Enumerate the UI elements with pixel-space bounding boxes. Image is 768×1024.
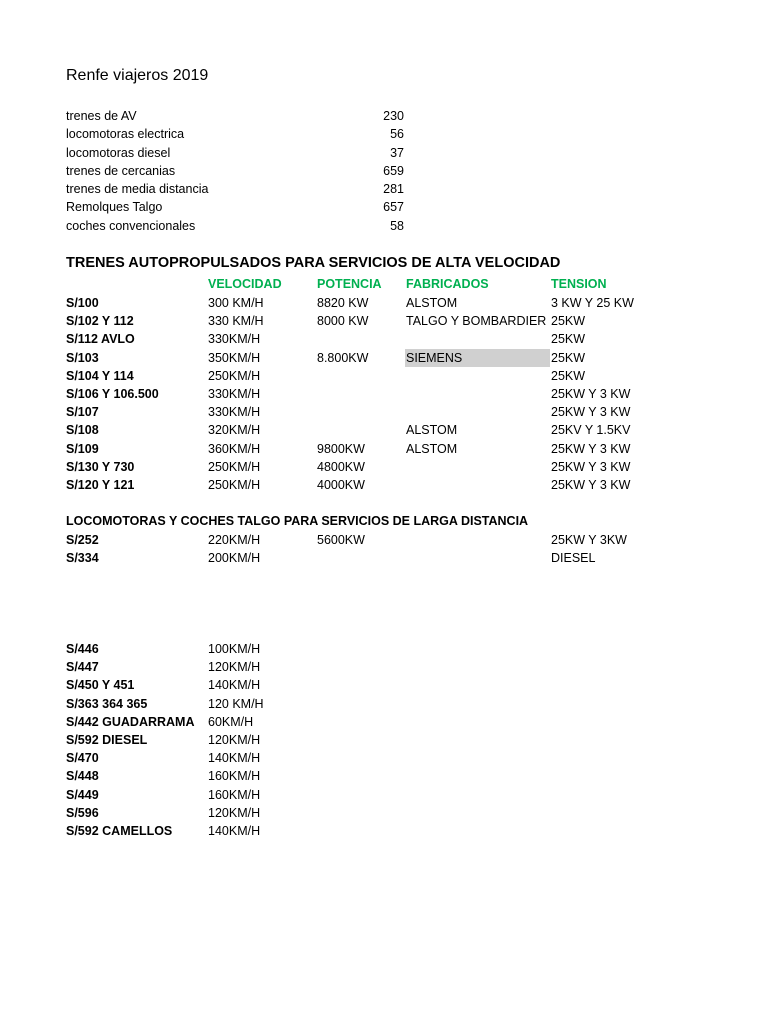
- summary-row: [66, 162, 406, 180]
- table-row: [0, 786, 768, 804]
- table-row: [0, 367, 768, 385]
- summary-row: [66, 107, 406, 125]
- column-header-velocidad: VELOCIDAD: [208, 277, 282, 291]
- cell-velocidad: 100KM/H: [208, 642, 261, 656]
- table-row: [0, 695, 768, 713]
- cell-velocidad: 120KM/H: [208, 660, 261, 675]
- cell-model: S/596: [66, 805, 99, 820]
- cell-potencia: 9800KW: [317, 441, 365, 456]
- column-header-potencia: POTENCIA: [317, 277, 382, 291]
- cell-fabricados: ALSTOM: [406, 441, 458, 456]
- cell-model: S/448: [66, 769, 99, 784]
- cell-fabricados: ALSTOM: [406, 423, 458, 438]
- table-row: [0, 294, 768, 312]
- cell-model: S/104 Y 114: [66, 368, 134, 383]
- cell-model: S/442 GUADARRAMA: [66, 714, 195, 729]
- summary-row: [66, 198, 406, 216]
- summary-label: locomotoras electrica: [66, 127, 185, 142]
- summary-row: [66, 180, 406, 198]
- table-row: [0, 749, 768, 767]
- section1-table: [0, 294, 768, 494]
- cell-potencia: 8000 KW: [317, 314, 369, 329]
- cell-model: S/107: [66, 405, 99, 420]
- cell-velocidad: 330KM/H: [208, 405, 261, 420]
- cell-velocidad: 250KM/H: [208, 459, 261, 474]
- table-row: [0, 713, 768, 731]
- table-row: [0, 385, 768, 403]
- table-row: [0, 476, 768, 494]
- cell-velocidad: 140KM/H: [208, 823, 261, 838]
- cell-model: S/106 Y 106.500: [66, 386, 159, 401]
- cell-model: S/470: [66, 751, 99, 766]
- cell-tension: 25KW Y 3KW: [551, 533, 627, 547]
- cell-velocidad: 120 KM/H: [208, 696, 264, 711]
- cell-velocidad: 200KM/H: [208, 551, 261, 566]
- cell-model: S/447: [66, 660, 99, 675]
- table-row: [0, 676, 768, 694]
- table-row: [0, 640, 768, 658]
- summary-value: 37: [390, 145, 404, 160]
- summary-list: [66, 107, 406, 235]
- cell-model: S/120 Y 121: [66, 477, 135, 492]
- cell-fabricados: SIEMENS: [405, 349, 550, 367]
- cell-potencia: 8820 KW: [317, 296, 369, 310]
- summary-label: trenes de media distancia: [66, 182, 209, 197]
- cell-model: S/363 364 365: [66, 696, 148, 711]
- cell-model: S/592 CAMELLOS: [66, 823, 173, 838]
- page-title: Renfe viajeros 2019: [66, 67, 209, 84]
- table-row: [0, 458, 768, 476]
- cell-tension: 25KW Y 3 KW: [551, 459, 631, 474]
- cell-model: S/449: [66, 787, 99, 802]
- cell-model: S/112 AVLO: [66, 332, 135, 347]
- table-row: [0, 767, 768, 785]
- cell-velocidad: 160KM/H: [208, 769, 261, 784]
- cell-tension: 25KW: [551, 350, 586, 365]
- cell-velocidad: 250KM/H: [208, 477, 261, 492]
- table-row: [0, 403, 768, 421]
- table-row: [0, 349, 768, 367]
- cell-velocidad: 120KM/H: [208, 732, 261, 747]
- cell-velocidad: 220KM/H: [208, 533, 261, 547]
- table-row: [0, 330, 768, 348]
- summary-value: 281: [383, 182, 404, 197]
- cell-model: S/108: [66, 423, 99, 438]
- cell-velocidad: 330 KM/H: [208, 314, 264, 329]
- cell-velocidad: 160KM/H: [208, 787, 261, 802]
- cell-model: S/109: [66, 441, 99, 456]
- cell-velocidad: 120KM/H: [208, 805, 261, 820]
- summary-value: 657: [383, 200, 404, 215]
- cell-tension: 25KW: [551, 314, 586, 329]
- summary-value: 56: [390, 127, 404, 142]
- cell-potencia: 4800KW: [317, 459, 365, 474]
- cell-tension: 25KW: [551, 368, 586, 383]
- summary-row: [66, 217, 406, 235]
- cell-velocidad: 330KM/H: [208, 332, 261, 347]
- table-row: [0, 658, 768, 676]
- cell-velocidad: 300 KM/H: [208, 296, 264, 310]
- cell-potencia: 4000KW: [317, 477, 365, 492]
- section3-table: [0, 640, 768, 840]
- cell-model: S/130 Y 730: [66, 459, 135, 474]
- summary-value: 230: [383, 109, 404, 123]
- table-row: [0, 822, 768, 840]
- cell-model: S/450 Y 451: [66, 678, 135, 693]
- summary-label: coches convencionales: [66, 218, 196, 233]
- cell-fabricados: ALSTOM: [406, 296, 458, 310]
- cell-tension: 25KW Y 3 KW: [551, 477, 631, 492]
- cell-velocidad: 320KM/H: [208, 423, 261, 438]
- summary-row: [66, 125, 406, 143]
- cell-tension: 25KW Y 3 KW: [551, 405, 631, 420]
- summary-label: trenes de AV: [66, 109, 137, 123]
- cell-tension: DIESEL: [551, 551, 596, 566]
- summary-label: Remolques Talgo: [66, 200, 163, 215]
- summary-label: trenes de cercanias: [66, 163, 176, 178]
- cell-velocidad: 350KM/H: [208, 350, 261, 365]
- table-row: [0, 440, 768, 458]
- cell-potencia: 8.800KW: [317, 350, 369, 365]
- cell-tension: 25KW: [551, 332, 586, 347]
- summary-label: locomotoras diesel: [66, 145, 171, 160]
- table-row: [0, 549, 768, 567]
- section1-column-headers: [0, 275, 768, 293]
- section1-heading: TRENES AUTOPROPULSADOS PARA SERVICIOS DE ALTA VELOCIDAD: [66, 255, 561, 271]
- cell-velocidad: 330KM/H: [208, 386, 261, 401]
- cell-model: S/102 Y 112: [66, 314, 134, 329]
- cell-fabricados: TALGO Y BOMBARDIER: [406, 314, 547, 329]
- cell-model: S/592 DIESEL: [66, 732, 148, 747]
- cell-tension: 3 KW Y 25 KW: [551, 296, 634, 310]
- table-row: [0, 421, 768, 439]
- section2-table: [0, 531, 768, 567]
- table-row: [0, 531, 768, 549]
- cell-tension: 25KV Y 1.5KV: [551, 423, 631, 438]
- cell-velocidad: 360KM/H: [208, 441, 261, 456]
- table-row: [0, 804, 768, 822]
- cell-velocidad: 140KM/H: [208, 751, 261, 766]
- cell-tension: 25KW Y 3 KW: [551, 441, 631, 456]
- column-header-tension: TENSION: [551, 277, 607, 291]
- cell-velocidad: 250KM/H: [208, 368, 261, 383]
- cell-model: S/446: [66, 642, 99, 656]
- cell-model: S/252: [66, 533, 99, 547]
- summary-row: [66, 144, 406, 162]
- cell-model: S/100: [66, 296, 99, 310]
- table-row: [0, 312, 768, 330]
- cell-model: S/103: [66, 350, 99, 365]
- cell-tension: 25KW Y 3 KW: [551, 386, 631, 401]
- cell-potencia: 5600KW: [317, 533, 365, 547]
- summary-value: 58: [390, 218, 404, 233]
- summary-value: 659: [383, 163, 404, 178]
- table-row: [0, 731, 768, 749]
- cell-model: S/334: [66, 551, 99, 566]
- column-header-fabricados: FABRICADOS: [406, 277, 489, 291]
- cell-velocidad: 140KM/H: [208, 678, 261, 693]
- section2-heading: LOCOMOTORAS Y COCHES TALGO PARA SERVICIOS DE LARGA DISTANCIA: [66, 514, 529, 528]
- cell-velocidad: 60KM/H: [208, 714, 254, 729]
